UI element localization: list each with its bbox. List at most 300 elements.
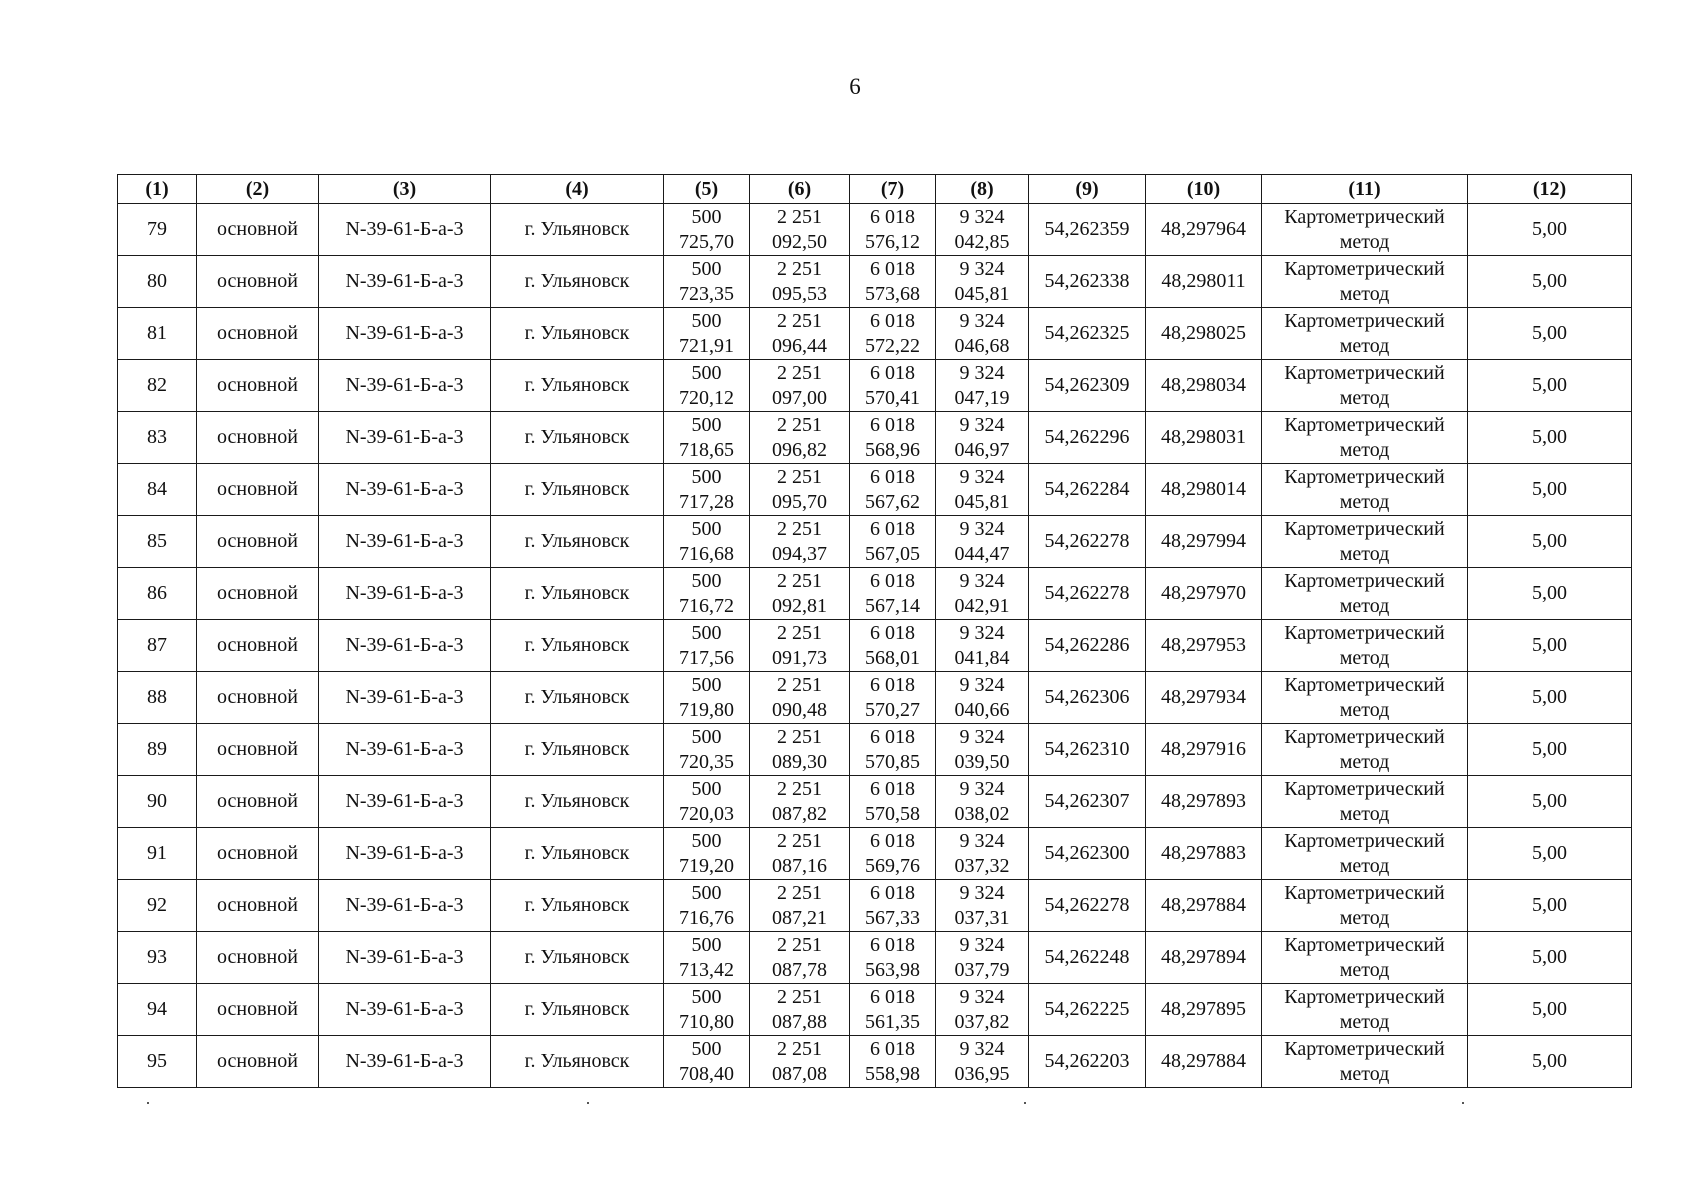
cell-accuracy: 5,00 — [1468, 516, 1632, 568]
cell-col6-line: 095,70 — [772, 490, 827, 513]
cell-map-sheet: N-39-61-Б-а-3 — [319, 932, 491, 984]
cell-accuracy: 5,00 — [1468, 568, 1632, 620]
cell-col5 — [664, 724, 750, 776]
cell-method — [1262, 464, 1468, 516]
cell-col7-line: 570,58 — [865, 802, 920, 825]
cell-latitude: 54,262359 — [1029, 204, 1146, 256]
cell-method — [1262, 308, 1468, 360]
cell-accuracy: 5,00 — [1468, 256, 1632, 308]
cell-point-type: основной — [197, 568, 319, 620]
cell-point-number: 89 — [118, 724, 197, 776]
column-header: (8) — [936, 175, 1029, 204]
cell-col7 — [850, 204, 936, 256]
cell-point-number: 87 — [118, 620, 197, 672]
cell-latitude: 54,262338 — [1029, 256, 1146, 308]
cell-col5-line: 708,40 — [679, 1062, 734, 1085]
cell-point-number: 82 — [118, 360, 197, 412]
cell-col8-line: 045,81 — [954, 490, 1010, 513]
cell-col5-line: 500 — [691, 673, 722, 696]
cell-col7-line: 573,68 — [865, 282, 920, 305]
column-header: (1) — [118, 175, 197, 204]
cell-locality: г. Ульяновск — [491, 984, 664, 1036]
cell-col6-line: 2 251 — [777, 517, 822, 540]
cell-col5 — [664, 360, 750, 412]
cell-col7-line: 576,12 — [865, 230, 920, 253]
cell-col7-line: 6 018 — [870, 1037, 915, 1060]
cell-col8-line: 9 324 — [959, 933, 1005, 956]
cell-col5-line: 716,72 — [679, 594, 734, 617]
cell-method-line: Картометрический — [1284, 985, 1445, 1008]
cell-longitude: 48,298025 — [1146, 308, 1262, 360]
cell-col7-line: 561,35 — [865, 1010, 920, 1033]
cell-col6-line: 092,50 — [772, 230, 827, 253]
cell-col6-line: 2 251 — [777, 465, 822, 488]
cell-col5-line: 720,03 — [679, 802, 734, 825]
cell-locality: г. Ульяновск — [491, 932, 664, 984]
cell-col6-line: 089,30 — [772, 750, 827, 773]
cell-col7-line: 567,33 — [865, 906, 920, 929]
cell-col8-line: 9 324 — [959, 881, 1005, 904]
cell-method — [1262, 516, 1468, 568]
cell-col7 — [850, 776, 936, 828]
cell-accuracy: 5,00 — [1468, 464, 1632, 516]
cell-col6-line: 2 251 — [777, 829, 822, 852]
cell-accuracy: 5,00 — [1468, 1036, 1632, 1088]
cell-col6-line: 2 251 — [777, 881, 822, 904]
cell-longitude: 48,297894 — [1146, 932, 1262, 984]
cell-col8-line: 9 324 — [959, 725, 1005, 748]
cell-point-number: 81 — [118, 308, 197, 360]
cell-method-line: метод — [1339, 646, 1390, 669]
cell-locality: г. Ульяновск — [491, 880, 664, 932]
cell-locality: г. Ульяновск — [491, 308, 664, 360]
cell-latitude: 54,262307 — [1029, 776, 1146, 828]
cell-locality: г. Ульяновск — [491, 724, 664, 776]
cell-col7-line: 6 018 — [870, 985, 915, 1008]
cell-col7-line: 567,14 — [865, 594, 920, 617]
cell-longitude: 48,297934 — [1146, 672, 1262, 724]
column-header: (7) — [850, 175, 936, 204]
cell-col5-line: 725,70 — [679, 230, 734, 253]
page-number: 6 — [849, 74, 861, 99]
cell-col8 — [936, 1036, 1029, 1088]
cell-col7-line: 6 018 — [870, 933, 915, 956]
cell-longitude: 48,297994 — [1146, 516, 1262, 568]
cell-col8 — [936, 984, 1029, 1036]
cell-col7-line: 6 018 — [870, 517, 915, 540]
cell-method-line: метод — [1339, 334, 1390, 357]
cell-col7-line: 570,27 — [865, 698, 920, 721]
coordinates-table — [117, 174, 1632, 1088]
cell-accuracy: 5,00 — [1468, 880, 1632, 932]
cell-method-line: метод — [1339, 490, 1390, 513]
cell-col6 — [750, 776, 850, 828]
cell-col5-line: 723,35 — [679, 282, 734, 305]
cell-col6-line: 2 251 — [777, 413, 822, 436]
cell-col7 — [850, 568, 936, 620]
table-body — [118, 204, 1632, 1088]
cell-col6-line: 2 251 — [777, 725, 822, 748]
cell-col5 — [664, 568, 750, 620]
cell-col5-line: 500 — [691, 361, 722, 384]
cell-method — [1262, 672, 1468, 724]
cell-map-sheet: N-39-61-Б-а-3 — [319, 620, 491, 672]
cell-col5-line: 500 — [691, 777, 722, 800]
cell-col5 — [664, 880, 750, 932]
cell-col5 — [664, 256, 750, 308]
cell-map-sheet: N-39-61-Б-а-3 — [319, 516, 491, 568]
cell-col8-line: 037,79 — [954, 958, 1010, 981]
cell-col8 — [936, 360, 1029, 412]
cell-point-number: 90 — [118, 776, 197, 828]
cell-col5-line: 720,35 — [679, 750, 734, 773]
table-row — [118, 880, 1632, 932]
cell-col8-line: 9 324 — [959, 1037, 1005, 1060]
cell-method-line: метод — [1339, 854, 1390, 877]
cell-method-line: метод — [1339, 282, 1390, 305]
cell-col6-line: 2 251 — [777, 673, 822, 696]
cell-col8-line: 038,02 — [954, 802, 1010, 825]
cell-col6-line: 087,78 — [772, 958, 827, 981]
cell-point-type: основной — [197, 932, 319, 984]
cell-col7-line: 6 018 — [870, 413, 915, 436]
cell-col8-line: 9 324 — [959, 413, 1005, 436]
cell-col7 — [850, 932, 936, 984]
cell-method-line: метод — [1339, 750, 1390, 773]
cell-method — [1262, 412, 1468, 464]
cell-point-type: основной — [197, 308, 319, 360]
cell-col6-line: 2 251 — [777, 309, 822, 332]
cell-accuracy: 5,00 — [1468, 360, 1632, 412]
cell-col7 — [850, 360, 936, 412]
cell-map-sheet: N-39-61-Б-а-3 — [319, 672, 491, 724]
cell-point-number: 95 — [118, 1036, 197, 1088]
cell-locality: г. Ульяновск — [491, 516, 664, 568]
cell-point-number: 83 — [118, 412, 197, 464]
cell-locality: г. Ульяновск — [491, 204, 664, 256]
cell-col7-line: 6 018 — [870, 621, 915, 644]
cell-col7-line: 570,85 — [865, 750, 920, 773]
cell-col8-line: 9 324 — [959, 985, 1005, 1008]
cell-col8-line: 037,32 — [954, 854, 1010, 877]
cell-col7-line: 6 018 — [870, 257, 915, 280]
cell-latitude: 54,262278 — [1029, 516, 1146, 568]
cell-longitude: 48,297884 — [1146, 1036, 1262, 1088]
cell-method-line: Картометрический — [1284, 777, 1445, 800]
cell-col7 — [850, 256, 936, 308]
cell-col7-line: 569,76 — [865, 854, 920, 877]
cell-locality: г. Ульяновск — [491, 464, 664, 516]
cell-col6 — [750, 828, 850, 880]
table-row — [118, 360, 1632, 412]
cell-map-sheet: N-39-61-Б-а-3 — [319, 412, 491, 464]
cell-method — [1262, 620, 1468, 672]
cell-col8-line: 037,82 — [954, 1010, 1010, 1033]
cell-locality: г. Ульяновск — [491, 1036, 664, 1088]
cell-col6 — [750, 672, 850, 724]
table-row — [118, 516, 1632, 568]
cell-map-sheet: N-39-61-Б-а-3 — [319, 984, 491, 1036]
cell-method-line: метод — [1339, 802, 1390, 825]
cell-accuracy: 5,00 — [1468, 932, 1632, 984]
table-row — [118, 724, 1632, 776]
cell-map-sheet: N-39-61-Б-а-3 — [319, 880, 491, 932]
cell-col5-line: 717,28 — [679, 490, 734, 513]
cell-longitude: 48,297883 — [1146, 828, 1262, 880]
cell-col8-line: 9 324 — [959, 569, 1005, 592]
table-header-row — [118, 175, 1632, 204]
cell-col6-line: 087,88 — [772, 1010, 827, 1033]
cell-col8-line: 046,97 — [954, 438, 1010, 461]
cell-col6 — [750, 984, 850, 1036]
cell-method — [1262, 360, 1468, 412]
cell-method-line: Картометрический — [1284, 673, 1445, 696]
cell-col5-line: 500 — [691, 517, 722, 540]
cell-col6-line: 2 251 — [777, 569, 822, 592]
cell-col7-line: 6 018 — [870, 309, 915, 332]
cell-col7 — [850, 412, 936, 464]
cell-col6 — [750, 464, 850, 516]
cell-point-type: основной — [197, 256, 319, 308]
cell-col7-line: 6 018 — [870, 725, 915, 748]
cell-col7 — [850, 516, 936, 568]
cell-col7 — [850, 880, 936, 932]
cell-latitude: 54,262309 — [1029, 360, 1146, 412]
cell-point-number: 86 — [118, 568, 197, 620]
cell-col6 — [750, 308, 850, 360]
cell-col7-line: 6 018 — [870, 569, 915, 592]
cell-longitude: 48,297970 — [1146, 568, 1262, 620]
cell-col7-line: 6 018 — [870, 881, 915, 904]
cell-accuracy: 5,00 — [1468, 828, 1632, 880]
cell-point-type: основной — [197, 880, 319, 932]
cell-longitude: 48,298031 — [1146, 412, 1262, 464]
cell-col5 — [664, 932, 750, 984]
cell-method-line: Картометрический — [1284, 881, 1445, 904]
cell-col7-line: 570,41 — [865, 386, 920, 409]
cell-col7 — [850, 724, 936, 776]
table-row — [118, 828, 1632, 880]
scan-artifacts — [0, 1102, 1697, 1108]
cell-locality: г. Ульяновск — [491, 828, 664, 880]
cell-method-line: метод — [1339, 1010, 1390, 1033]
cell-col8 — [936, 620, 1029, 672]
cell-col7-line: 572,22 — [865, 334, 920, 357]
cell-method-line: Картометрический — [1284, 933, 1445, 956]
cell-col5 — [664, 464, 750, 516]
cell-col5 — [664, 516, 750, 568]
cell-col7 — [850, 464, 936, 516]
cell-col5-line: 500 — [691, 569, 722, 592]
cell-col8 — [936, 464, 1029, 516]
cell-col7-line: 568,01 — [865, 646, 920, 669]
column-header: (3) — [319, 175, 491, 204]
cell-longitude: 48,297895 — [1146, 984, 1262, 1036]
cell-col8 — [936, 204, 1029, 256]
cell-col7 — [850, 308, 936, 360]
cell-col8 — [936, 828, 1029, 880]
table-row — [118, 984, 1632, 1036]
cell-col7-line: 6 018 — [870, 465, 915, 488]
cell-col5-line: 713,42 — [679, 958, 734, 981]
cell-method-line: Картометрический — [1284, 725, 1445, 748]
cell-col8 — [936, 308, 1029, 360]
cell-col7-line: 567,62 — [865, 490, 920, 513]
cell-col8 — [936, 724, 1029, 776]
table-row — [118, 1036, 1632, 1088]
cell-col8-line: 042,85 — [954, 230, 1010, 253]
cell-longitude: 48,297884 — [1146, 880, 1262, 932]
cell-method-line: метод — [1339, 386, 1390, 409]
cell-col6-line: 087,21 — [772, 906, 827, 929]
cell-method — [1262, 776, 1468, 828]
cell-col8-line: 047,19 — [954, 386, 1010, 409]
cell-locality: г. Ульяновск — [491, 620, 664, 672]
cell-col6 — [750, 256, 850, 308]
cell-method-line: метод — [1339, 906, 1390, 929]
cell-col6-line: 2 251 — [777, 933, 822, 956]
cell-col6 — [750, 620, 850, 672]
cell-point-number: 92 — [118, 880, 197, 932]
cell-col5-line: 500 — [691, 413, 722, 436]
cell-point-type: основной — [197, 516, 319, 568]
cell-col8-line: 9 324 — [959, 673, 1005, 696]
cell-col6 — [750, 516, 850, 568]
cell-map-sheet: N-39-61-Б-а-3 — [319, 1036, 491, 1088]
cell-method — [1262, 932, 1468, 984]
cell-point-type: основной — [197, 776, 319, 828]
cell-col7 — [850, 984, 936, 1036]
cell-col8-line: 045,81 — [954, 282, 1010, 305]
cell-col6-line: 097,00 — [772, 386, 827, 409]
cell-col6 — [750, 1036, 850, 1088]
cell-latitude: 54,262306 — [1029, 672, 1146, 724]
cell-col6-line: 2 251 — [777, 1037, 822, 1060]
cell-col8-line: 042,91 — [954, 594, 1010, 617]
cell-col5 — [664, 776, 750, 828]
table-row — [118, 412, 1632, 464]
cell-method-line: метод — [1339, 594, 1390, 617]
column-header: (11) — [1262, 175, 1468, 204]
cell-locality: г. Ульяновск — [491, 672, 664, 724]
cell-col5-line: 500 — [691, 621, 722, 644]
cell-col8-line: 044,47 — [954, 542, 1010, 565]
cell-col8 — [936, 516, 1029, 568]
cell-point-type: основной — [197, 412, 319, 464]
column-header: (5) — [664, 175, 750, 204]
cell-locality: г. Ульяновск — [491, 256, 664, 308]
cell-col5 — [664, 984, 750, 1036]
cell-point-number: 79 — [118, 204, 197, 256]
cell-col5-line: 718,65 — [679, 438, 734, 461]
cell-col7-line: 567,05 — [865, 542, 920, 565]
cell-map-sheet: N-39-61-Б-а-3 — [319, 204, 491, 256]
cell-point-type: основной — [197, 984, 319, 1036]
cell-col5-line: 500 — [691, 933, 722, 956]
cell-col8 — [936, 568, 1029, 620]
cell-longitude: 48,298011 — [1146, 256, 1262, 308]
cell-col5-line: 717,56 — [679, 646, 734, 669]
cell-col6-line: 090,48 — [772, 698, 827, 721]
cell-col8-line: 9 324 — [959, 777, 1005, 800]
cell-col8-line: 037,31 — [954, 906, 1010, 929]
cell-col5-line: 710,80 — [679, 1010, 734, 1033]
cell-accuracy: 5,00 — [1468, 984, 1632, 1036]
cell-longitude: 48,297916 — [1146, 724, 1262, 776]
cell-longitude: 48,298034 — [1146, 360, 1262, 412]
column-header: (9) — [1029, 175, 1146, 204]
cell-point-number: 84 — [118, 464, 197, 516]
cell-method — [1262, 568, 1468, 620]
cell-col5 — [664, 672, 750, 724]
cell-col7-line: 558,98 — [865, 1062, 920, 1085]
cell-point-number: 88 — [118, 672, 197, 724]
cell-method-line: Картометрический — [1284, 829, 1445, 852]
cell-latitude: 54,262203 — [1029, 1036, 1146, 1088]
cell-locality: г. Ульяновск — [491, 776, 664, 828]
cell-col8-line: 040,66 — [954, 698, 1010, 721]
cell-col8-line: 9 324 — [959, 465, 1005, 488]
cell-method-line: Картометрический — [1284, 569, 1445, 592]
cell-method-line: Картометрический — [1284, 465, 1445, 488]
cell-latitude: 54,262286 — [1029, 620, 1146, 672]
cell-method-line: Картометрический — [1284, 361, 1445, 384]
cell-col5-line: 500 — [691, 465, 722, 488]
cell-col6 — [750, 204, 850, 256]
cell-method-line: метод — [1339, 698, 1390, 721]
cell-method — [1262, 204, 1468, 256]
cell-col5-line: 500 — [691, 725, 722, 748]
table-row — [118, 308, 1632, 360]
cell-col6 — [750, 360, 850, 412]
cell-accuracy: 5,00 — [1468, 204, 1632, 256]
cell-col5-line: 720,12 — [679, 386, 734, 409]
cell-col5-line: 500 — [691, 985, 722, 1008]
cell-method — [1262, 724, 1468, 776]
cell-latitude: 54,262310 — [1029, 724, 1146, 776]
cell-latitude: 54,262278 — [1029, 568, 1146, 620]
cell-col7-line: 6 018 — [870, 205, 915, 228]
cell-latitude: 54,262296 — [1029, 412, 1146, 464]
table-row — [118, 672, 1632, 724]
cell-col8-line: 9 324 — [959, 309, 1005, 332]
cell-map-sheet: N-39-61-Б-а-3 — [319, 568, 491, 620]
cell-point-type: основной — [197, 360, 319, 412]
cell-col6-line: 096,82 — [772, 438, 827, 461]
cell-col8-line: 036,95 — [954, 1062, 1010, 1085]
cell-col6-line: 087,82 — [772, 802, 827, 825]
cell-col6-line: 091,73 — [772, 646, 827, 669]
cell-col8 — [936, 672, 1029, 724]
cell-col5-line: 716,68 — [679, 542, 734, 565]
cell-col8-line: 9 324 — [959, 361, 1005, 384]
cell-col8 — [936, 776, 1029, 828]
cell-col7-line: 6 018 — [870, 829, 915, 852]
cell-method-line: Картометрический — [1284, 309, 1445, 332]
column-header: (2) — [197, 175, 319, 204]
cell-col8-line: 041,84 — [954, 646, 1010, 669]
table-row — [118, 204, 1632, 256]
cell-map-sheet: N-39-61-Б-а-3 — [319, 828, 491, 880]
cell-col5-line: 500 — [691, 257, 722, 280]
cell-accuracy: 5,00 — [1468, 308, 1632, 360]
cell-method-line: метод — [1339, 1062, 1390, 1085]
cell-method-line: метод — [1339, 230, 1390, 253]
cell-longitude: 48,297953 — [1146, 620, 1262, 672]
cell-col5 — [664, 412, 750, 464]
cell-map-sheet: N-39-61-Б-а-3 — [319, 464, 491, 516]
cell-point-type: основной — [197, 1036, 319, 1088]
